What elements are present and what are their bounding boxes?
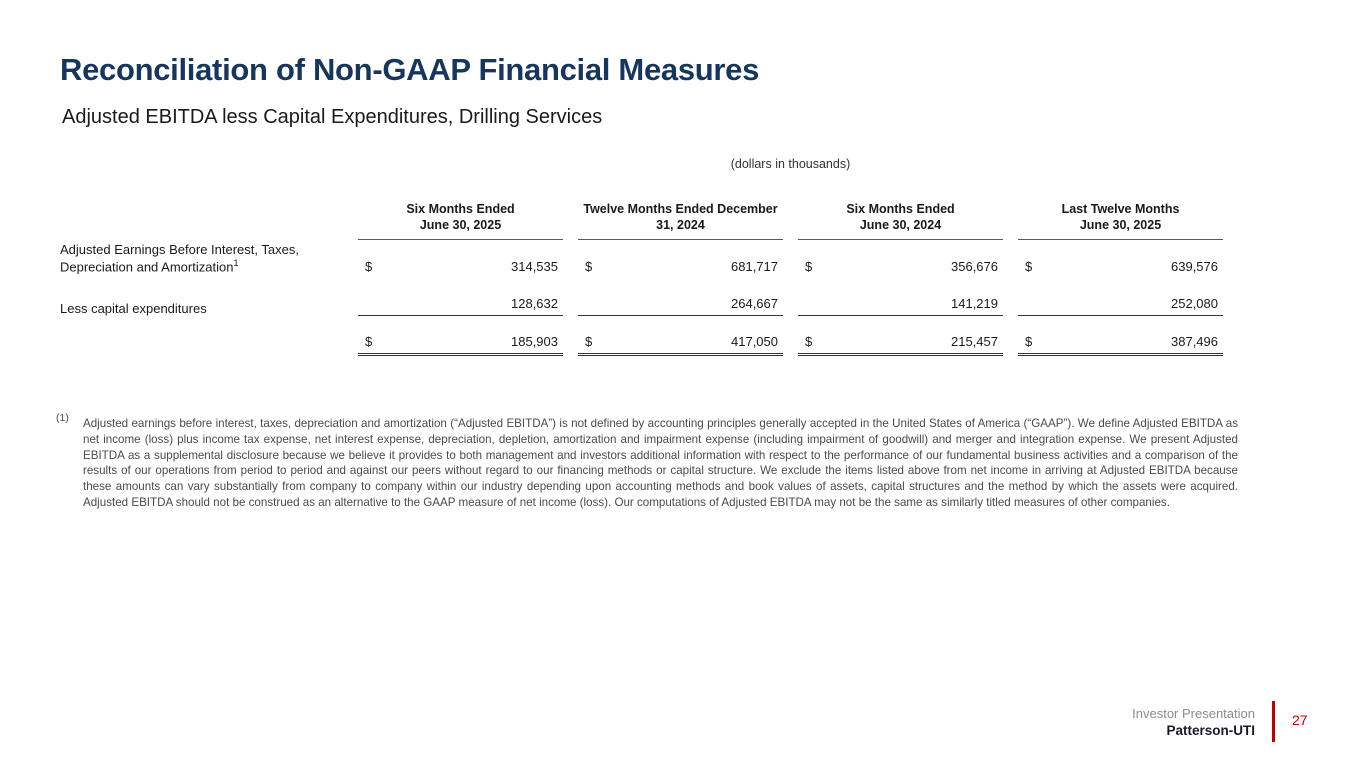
footer-presentation-label: Investor Presentation	[1132, 706, 1255, 721]
column-header-last-twelve-months	[1018, 201, 1223, 240]
cell-value: 681,717	[731, 259, 778, 274]
currency-symbol: $	[585, 334, 593, 349]
cell-value: 314,535	[511, 259, 558, 274]
currency-symbol: $	[1025, 259, 1033, 274]
table-total-cell	[1018, 334, 1223, 356]
column-header-line2: June 30, 2025	[1079, 218, 1162, 233]
table-cell	[578, 259, 783, 278]
cell-value: 141,219	[951, 296, 998, 311]
table-total-cell	[578, 334, 783, 356]
row-label-line1: Adjusted Earnings Before Interest, Taxes,	[60, 242, 299, 257]
column-header-six-months-2024	[798, 201, 1003, 240]
table-total-cell	[798, 334, 1003, 356]
row-label-adjusted-ebitda	[60, 241, 365, 276]
table-total-cell	[358, 334, 563, 356]
column-header-line1: Six Months Ended	[406, 202, 515, 216]
cell-value: 639,576	[1171, 259, 1218, 274]
column-header-line1: Six Months Ended	[846, 202, 955, 216]
currency-symbol: $	[805, 259, 813, 274]
cell-value: 128,632	[511, 296, 558, 311]
currency-symbol: $	[365, 259, 373, 274]
cell-value: 356,676	[951, 259, 998, 274]
table-cell	[358, 259, 563, 278]
row-label-line2: Depreciation and Amortization	[60, 259, 234, 275]
column-header-twelve-months-2024	[578, 201, 783, 240]
table-cell	[358, 296, 563, 316]
table-cell	[1018, 296, 1223, 316]
page-number: 27	[1292, 712, 1308, 728]
column-header-line2: 31, 2024	[656, 218, 705, 233]
page-title: Reconciliation of Non-GAAP Financial Measures	[60, 52, 760, 87]
column-header-line2: June 30, 2025	[419, 218, 502, 233]
column-header-line1: Twelve Months Ended December	[583, 202, 778, 216]
footer	[1132, 706, 1255, 738]
cell-value: 215,457	[951, 334, 998, 349]
cell-value: 252,080	[1171, 296, 1218, 311]
table-cell	[1018, 259, 1223, 278]
footnote-text: Adjusted earnings before interest, taxes, depreciation and amortization (“Adjusted EBITDA”) is not defined by accounting principles generally accepted in the United States of America (“GAAP”). We define Adjusted EBITDA as net income (loss) plus income tax expense, net interest expense, depreciation, depletion, amortization and impairment expense (including impairment of goodwill) and merger and integration expense. We present Adjusted EBITDA as a supplemental disclosure because we believe it provides to both management and investors additional information with respect to the performance of our fundamental business activities and a comparison of the results of our operations from period to period and against our peers without regard to our financing methods or capital structure. We exclude the items listed above from net income in arriving at Adjusted EBITDA because these amounts can vary substantially from company to company within our industry depending upon accounting methods and book values of assets, capital structures and the method by which the assets were acquired. Adjusted EBITDA should not be construed as an alternative to the GAAP measure of net income (loss). Our computations of Adjusted EBITDA may not be the same as similarly titled measures of other companies.	[83, 417, 1238, 509]
column-header-six-months-2025	[358, 201, 563, 240]
cell-value: 417,050	[731, 334, 778, 349]
units-note: (dollars in thousands)	[730, 157, 851, 171]
currency-symbol: $	[365, 334, 373, 349]
footnote-marker: (1)	[56, 412, 69, 424]
cell-value: 387,496	[1171, 334, 1218, 349]
table-cell	[798, 296, 1003, 316]
column-header-line1: Last Twelve Months	[1061, 202, 1180, 216]
table-cell	[798, 259, 1003, 278]
row-label-capital-expenditures: Less capital expenditures	[60, 301, 207, 316]
footer-company-name: Patterson-UTI	[1166, 723, 1255, 738]
page-subtitle: Adjusted EBITDA less Capital Expenditures, Drilling Services	[62, 106, 603, 128]
footnote-reference: 1	[233, 258, 239, 269]
currency-symbol: $	[805, 334, 813, 349]
table-cell	[578, 296, 783, 316]
cell-value: 264,667	[731, 296, 778, 311]
currency-symbol: $	[585, 259, 593, 274]
column-header-line2: June 30, 2024	[859, 218, 942, 233]
cell-value: 185,903	[511, 334, 558, 349]
currency-symbol: $	[1025, 334, 1033, 349]
footer-accent-bar	[1272, 701, 1275, 742]
